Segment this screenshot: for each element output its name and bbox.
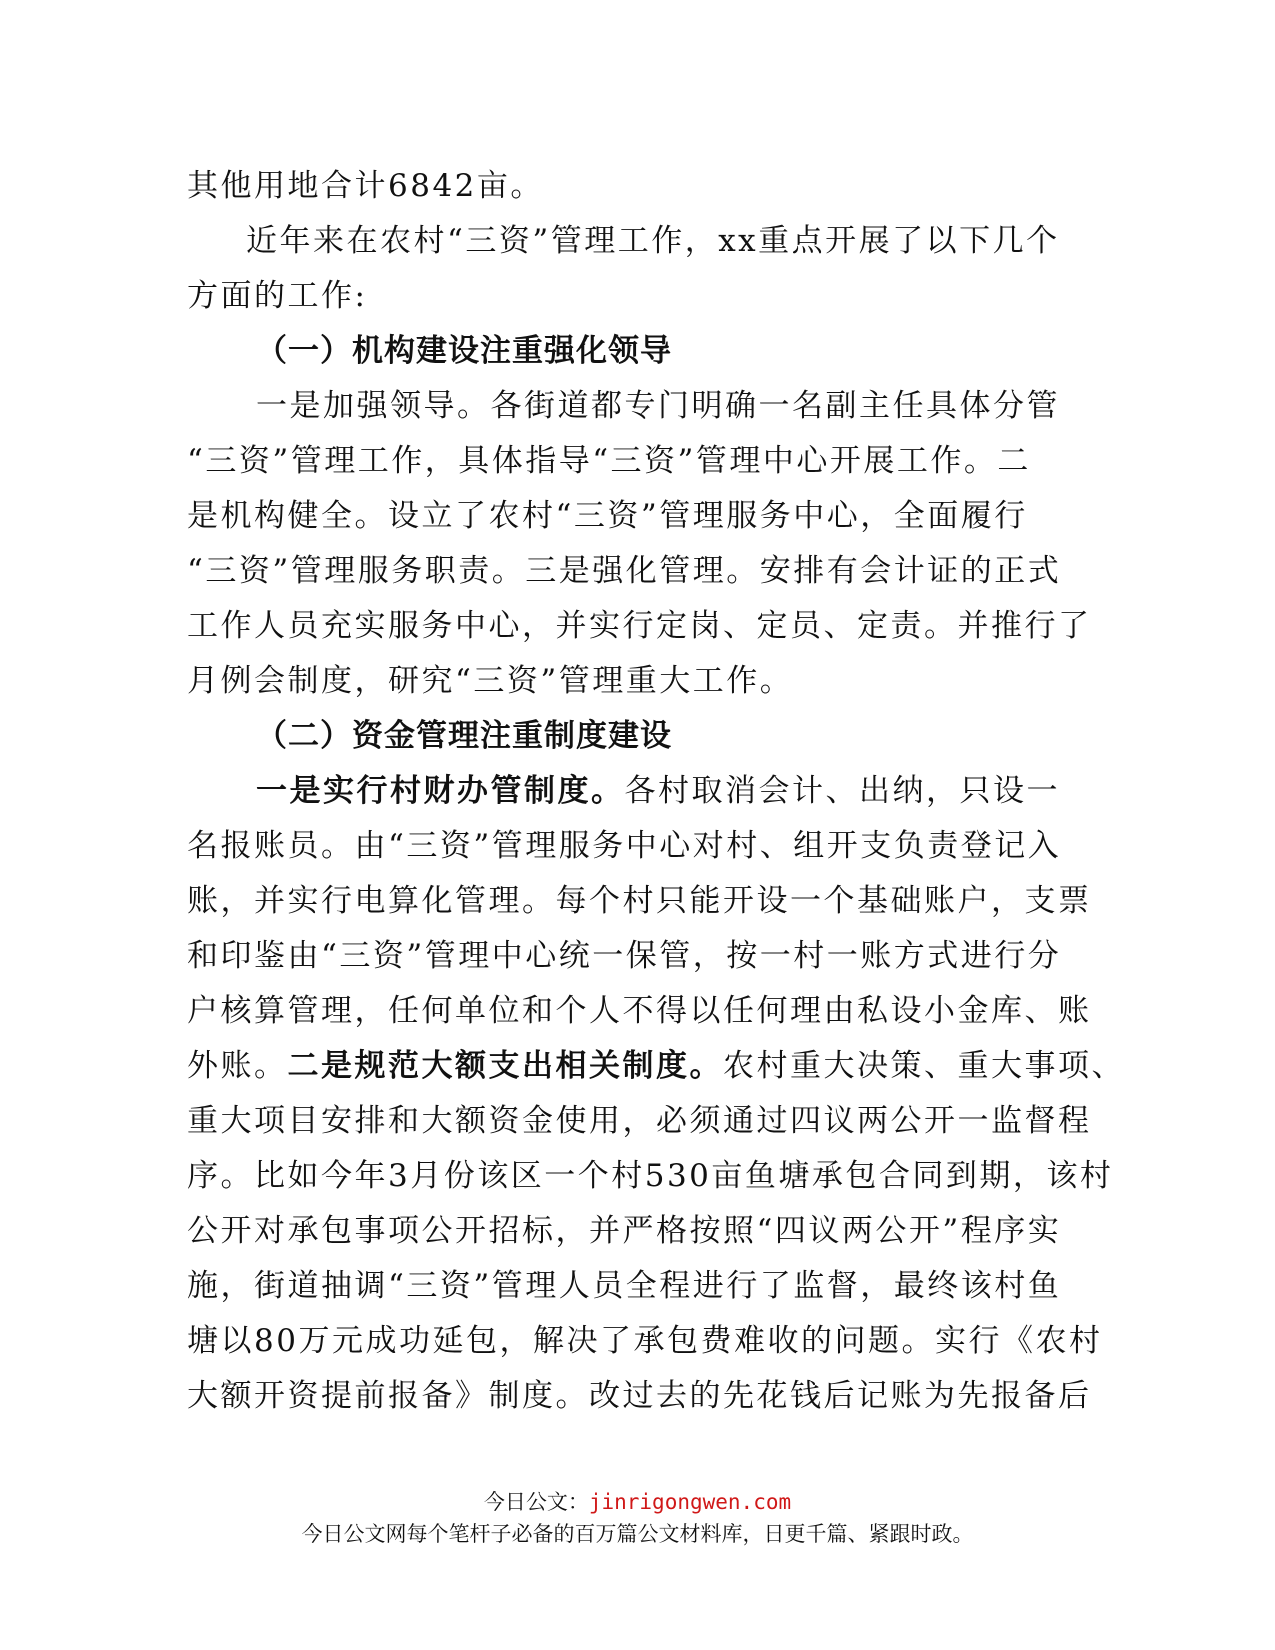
body-line: 序。比如今年3月份该区一个村530亩鱼塘承包合同到期，该村 (187, 1158, 1114, 1194)
footer-slogan: 今日公文网每个笔杆子必备的百万篇公文材料库，日更千篇、紧跟时政。 (301, 1522, 974, 1546)
body-text: 农村重大决策、重大事项、 (723, 1048, 1125, 1084)
body-line: 名报账员。由“三资”管理服务中心对村、组开支负责登记入 (187, 828, 1062, 864)
body-line: 和印鉴由“三资”管理中心统一保管，按一村一账方式进行分 (187, 938, 1062, 974)
body-line (256, 771, 1156, 811)
footer-site (0, 1488, 1275, 1516)
body-line: 方面的工作: (187, 278, 368, 314)
body-line: 其他用地合计6842亩。 (187, 168, 544, 204)
body-line: 户核算管理，任何单位和个人不得以任何理由私设小金库、账 (187, 993, 1092, 1029)
body-line: 塘以80万元成功延包，解决了承包费难收的问题。实行《农村 (187, 1323, 1103, 1359)
bold-lead: 一是实行村财办管制度。 (256, 773, 625, 809)
body-text: 各村取消会计、出纳，只设一 (624, 773, 1060, 809)
footer-site-link[interactable]: jinrigongwen.com (588, 1490, 792, 1514)
body-line: 工作人员充实服务中心，并实行定岗、定员、定责。并推行了 (187, 608, 1092, 644)
body-text: 外账。 (187, 1048, 288, 1084)
body-line: 重大项目安排和大额资金使用，必须通过四议两公开一监督程 (187, 1103, 1092, 1139)
body-line: 月例会制度，研究“三资”管理重大工作。 (187, 663, 794, 699)
body-line: 公开对承包事项公开招标，并严格按照“四议两公开”程序实 (187, 1213, 1062, 1249)
bold-lead: 二是规范大额支出相关制度。 (287, 1048, 723, 1084)
section-heading: （一）机构建设注重强化领导 (256, 333, 672, 369)
body-line: 一是加强领导。各街道都专门明确一名副主任具体分管 (256, 388, 1060, 424)
body-line: “三资”管理工作，具体指导“三资”管理中心开展工作。二 (187, 443, 1031, 479)
body-line: “三资”管理服务职责。三是强化管理。安排有会计证的正式 (187, 553, 1062, 589)
footer-site-label: 今日公文： (483, 1490, 589, 1514)
section-heading: （二）资金管理注重制度建设 (256, 718, 672, 754)
body-line: 近年来在农村“三资”管理工作，xx重点开展了以下几个 (246, 223, 1060, 259)
body-line: 是机构健全。设立了农村“三资”管理服务中心，全面履行 (187, 498, 1028, 534)
body-line: 大额开资提前报备》制度。改过去的先花钱后记账为先报备后 (187, 1378, 1092, 1414)
body-line: 账，并实行电算化管理。每个村只能开设一个基础账户，支票 (187, 883, 1092, 919)
body-line (187, 1046, 1125, 1086)
body-line: 施，街道抽调“三资”管理人员全程进行了监督，最终该村鱼 (187, 1268, 1062, 1304)
